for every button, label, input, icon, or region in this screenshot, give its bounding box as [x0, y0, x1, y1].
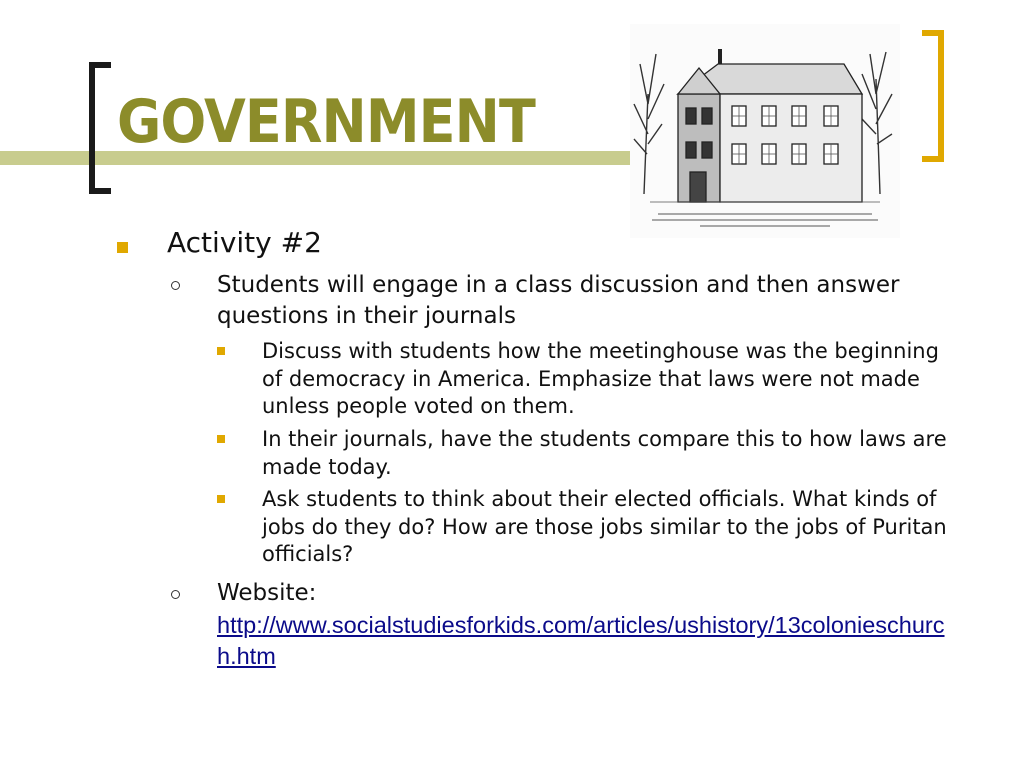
bullet-square [217, 435, 225, 443]
left-bracket-decoration [89, 62, 111, 194]
bullet-ring [171, 590, 180, 599]
bullet-square [217, 495, 225, 503]
website-link[interactable]: http://www.socialstudiesforkids.com/articles/ushistory/13colonieschurch.htm [217, 612, 945, 669]
subitem-compare: In their journals, have the students compare this to how laws are made today. [262, 427, 947, 479]
bullet-square [217, 347, 225, 355]
meetinghouse-engraving-icon [630, 24, 900, 238]
slide-title: GOVERNMENT [117, 87, 535, 157]
bullet-ring [171, 281, 180, 290]
discussion-item: Students will engage in a class discussion and then answer questions in their journals [217, 272, 900, 329]
bullet-square [117, 242, 128, 253]
subitem-democracy: Discuss with students how the meetinghouse was the beginning of democracy in America. Emphasize that laws were not made unless people voted on them. [262, 339, 939, 418]
subitem-officials: Ask students to think about their elected officials. What kinds of jobs do they do? How are those jobs similar to the jobs of Puritan officials? [262, 487, 947, 566]
activity-heading: Activity #2 [167, 226, 322, 259]
right-bracket-decoration [922, 30, 944, 162]
website-label: Website: [217, 580, 317, 606]
